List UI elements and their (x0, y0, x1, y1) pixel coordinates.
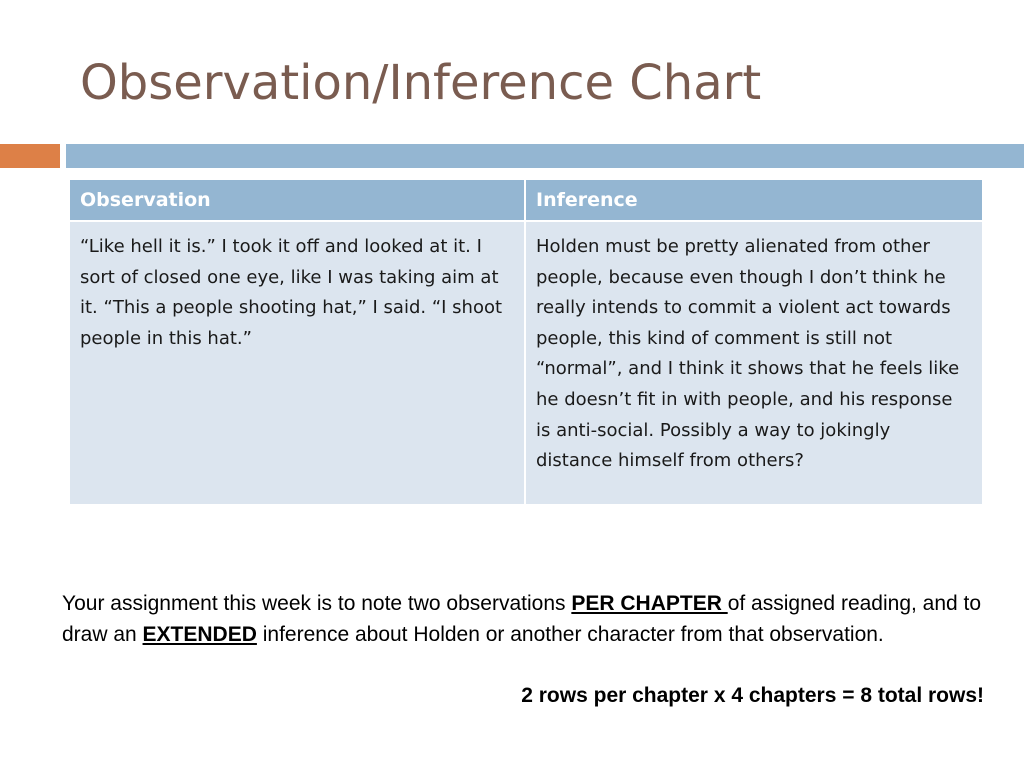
assignment-text-part2: of assigned reading, and to draw an (62, 592, 982, 646)
rows-note: 2 rows per chapter x 4 chapters = 8 total rows! (521, 684, 984, 707)
assignment-emphasis-extended: EXTENDED (142, 623, 257, 646)
header-observation: Observation (69, 179, 525, 221)
observation-inference-table (68, 178, 984, 506)
header-inference: Inference (525, 179, 983, 221)
cell-inference: Holden must be pretty alienated from other people, because even though I don’t think he really intends to commit a violent act towards people, this kind of comment is still not “normal”, and I think it shows that he feels like he doesn’t fit in with people, and his response is anti-social. Possibly a way to jokingly distance himself from others? (525, 221, 983, 505)
assignment-text-part1: Your assignment this week is to note two observations (62, 592, 572, 615)
assignment-instructions (62, 588, 992, 650)
accent-bar-blue (66, 144, 1024, 168)
slide-title: Observation/Inference Chart (80, 55, 762, 111)
cell-observation: “Like hell it is.” I took it off and looked at it. I sort of closed one eye, like I was taking aim at it. “This a people shooting hat,” I said. “I shoot people in this hat.” (69, 221, 525, 505)
table-row (69, 221, 983, 505)
assignment-emphasis-per-chapter: PER CHAPTER (571, 592, 728, 615)
accent-bar-orange (0, 144, 60, 168)
table-header-row (69, 179, 983, 221)
assignment-text-part3: inference about Holden or another character from that observation. (256, 623, 884, 646)
